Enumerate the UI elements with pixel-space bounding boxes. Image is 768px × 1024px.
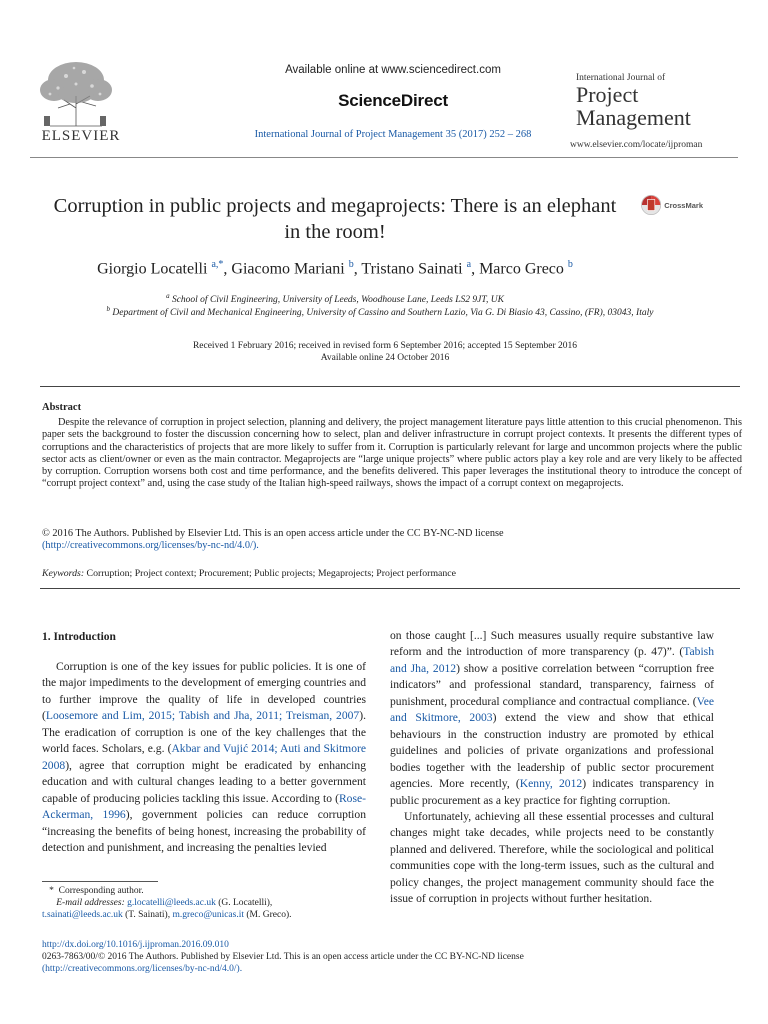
available-online-date: Available online 24 October 2016 [320, 353, 450, 363]
text-run: ), agree that corruption might be eradicated by enhancing education and with cultural changes leading to a better government capable of producing policies tackling this issue. According to ( [42, 758, 366, 805]
email-owner: (M. Greco). [244, 910, 292, 921]
citation-link[interactable]: Loosemore and Lim, 2015; Tabish and Jha, 2011; Treisman, 2007 [45, 709, 360, 723]
author-separator: , [353, 260, 362, 278]
keywords-list: Corruption; Project context; Procurement; Public projects; Megaprojects; Project performance [86, 568, 457, 579]
journal-citation-link[interactable]: International Journal of Project Management 35 (2017) 252 – 268 [254, 129, 532, 140]
email-link[interactable]: t.sainati@leeds.ac.uk [42, 910, 123, 921]
keywords-label: Keywords: [42, 568, 85, 579]
corresponding-text: Corresponding author. [58, 886, 144, 896]
license-link[interactable]: (http://creativecommons.org/licenses/by-nc-nd/4.0/). [42, 964, 243, 975]
citation-link[interactable]: Akbar and Vujić 2014; Auti and Skitmore 2008 [42, 742, 366, 772]
corresponding-note: * Corresponding author. [42, 886, 144, 896]
abstract-heading: Abstract [42, 402, 82, 413]
email-owner: (T. Sainati), [122, 910, 173, 921]
text-run: ), government policies can reduce corruption “increasing the benefits of being honest, increasing the probability of detection and punishment, and increasing the penalties levied [42, 808, 366, 854]
copyright-text: © 2016 The Authors. Published by Elsevier Ltd. This is an open access article under the CC BY-NC-ND license [42, 528, 504, 539]
journal-small-title: International Journal of [576, 73, 666, 83]
left-column-text [42, 659, 366, 856]
email-line [42, 897, 372, 909]
right-column-text [390, 628, 714, 908]
citation-link[interactable]: Rose-Ackerman, 1996 [42, 791, 366, 822]
author-name[interactable]: Tristano Sainati [361, 260, 463, 278]
text-run: ). The eradication of corruption is one of the key challenges that the world faces. Scholars, e.g. ( [42, 709, 366, 756]
available-online-text: Available online at www.sciencedirect.com [285, 64, 501, 76]
abstract-body [42, 417, 742, 491]
author-name[interactable]: Giacomo Mariani [231, 260, 345, 278]
crossmark-label: CrossMark [664, 200, 703, 210]
author-affil-mark[interactable]: b [348, 259, 354, 270]
affil-mark: b [106, 305, 111, 313]
abstract-text: Despite the relevance of corruption in project selection, planning and delivery, the project management literature pays little attention to this crucial phenomenon. This paper sets the background to foster the discussion concerning how to select, plan and deliver infrastructure in corrupt project contexts. It presents the different types of corruptions and the characteristics of projects that are more likely to suffer from it. Corruption is particularly relevant for large and uncommon projects where the public sector acts as client/owner or even as the main contractor. Megaprojects are “large unique projects” where public actors play a key role and are very likely to be affected by corruption. Corruption worsens both cost and time performance, and the benefits delivered. This paper leverages the institutional theory to introduce the concept of “corrupt project context” and, using the case study of the Italian high-speed railways, shows the impact of a corrupt context on megaprojects. [42, 417, 742, 490]
abstract-copyright [42, 528, 742, 553]
author-separator: , [471, 260, 480, 278]
email-link[interactable]: g.locatelli@leeds.ac.uk [127, 898, 216, 909]
doi-block [42, 939, 762, 976]
intro-paragraph [42, 659, 366, 856]
text-run: ) indicates transparency in public procurement as a key practice for fighting corruption. [390, 777, 714, 807]
received-dates: Received 1 February 2016; received in revised form 6 September 2016; accepted 15 September 2016 [192, 341, 578, 351]
citation-link[interactable]: Vee and Skitmore, 2003 [390, 694, 714, 725]
keywords [42, 568, 742, 579]
journal-name-line2: Management [576, 105, 691, 130]
article-title: Corruption in public projects and megaprojects: There is an elephant in the room! [53, 195, 617, 243]
intro-paragraph [390, 628, 714, 809]
email-line [42, 909, 372, 921]
header-divider [30, 157, 738, 158]
crossmark-button[interactable] [641, 193, 703, 217]
journal-name-line1: Project [576, 82, 639, 107]
author-name[interactable]: Marco Greco [479, 260, 564, 278]
intro-paragraph: Unfortunately, achieving all these essential processes and cultural changes might take decades, while projects need to be constantly planned and delivered. Therefore, while the sociological and political communities cope with the long-term issues, such as the cultural and policy changes, the project management community should face the issue of corruption in projects without further hesitation. [390, 809, 714, 906]
elsevier-wordmark: ELSEVIER [41, 128, 121, 144]
affil-text: School of Civil Engineering, University of Leeds, Woodhouse Lane, Leeds LS2 9JT, UK [171, 295, 504, 306]
author-affil-mark[interactable]: b [567, 259, 573, 270]
section-heading-introduction: 1. Introduction [42, 631, 116, 643]
journal-url: www.elsevier.com/locate/ijproman [570, 140, 703, 150]
author-affil-mark[interactable]: a,* [211, 259, 224, 270]
affil-text: Department of Civil and Mechanical Engineering, University of Cassino and Southern Lazio, Via G. Di Biasio 43, Cassino, (FR), 03043, Italy [112, 308, 654, 319]
author-affil-mark[interactable]: a [466, 259, 472, 270]
text-run: on those caught [...] Such measures usually require substantive law reform and the introduction of more transparency (p. 47)”. ( [390, 629, 714, 659]
sciencedirect-brand: ScienceDirect [338, 91, 448, 110]
affiliation-a [40, 292, 630, 305]
crossmark-icon [641, 193, 661, 217]
text-run: Corruption is one of the key issues for public policies. It is one of the major impediments to the development of emerging countries and to further improve the quality of life in developed countries ( [42, 660, 366, 723]
affiliation-b [40, 305, 720, 318]
footnote-block [42, 885, 372, 922]
author-separator: , [223, 260, 232, 278]
text-run: ) show a positive correlation between “corruption free indicators” and professional standard, transparency, fairness of punishment, procedural compliance and contractual compliance. ( [390, 661, 714, 708]
email-link[interactable]: m.greco@unicas.it [172, 910, 244, 921]
elsevier-tree-logo [30, 58, 122, 128]
issn-line: 0263-7863/00/© 2016 The Authors. Published by Elsevier Ltd. This is an open access article under the CC BY-NC-ND license [42, 952, 524, 963]
citation-link[interactable]: Tabish and Jha, 2012 [390, 645, 714, 675]
email-label: E-mail addresses: [56, 898, 125, 909]
keywords-divider [40, 588, 740, 589]
affil-mark: a [166, 292, 170, 300]
doi-link[interactable]: http://dx.doi.org/10.1016/j.ijproman.2016.09.010 [42, 940, 229, 950]
author-list [40, 259, 630, 278]
author-name[interactable]: Giorgio Locatelli [97, 260, 208, 278]
footnote-rule [42, 881, 158, 882]
license-link[interactable]: (http://creativecommons.org/licenses/by-nc-nd/4.0/). [42, 540, 259, 552]
citation-link[interactable]: Kenny, 2012 [519, 777, 583, 791]
abstract-top-divider [40, 386, 740, 387]
email-owner: (G. Locatelli), [215, 898, 273, 909]
text-run: ) extend the view and show that ethical behaviours in the construction industry are promoted by ethical guidelines and policies of private organizations and professional bodies together with the leadership of public sector procurement agencies. More recently, ( [390, 711, 714, 791]
